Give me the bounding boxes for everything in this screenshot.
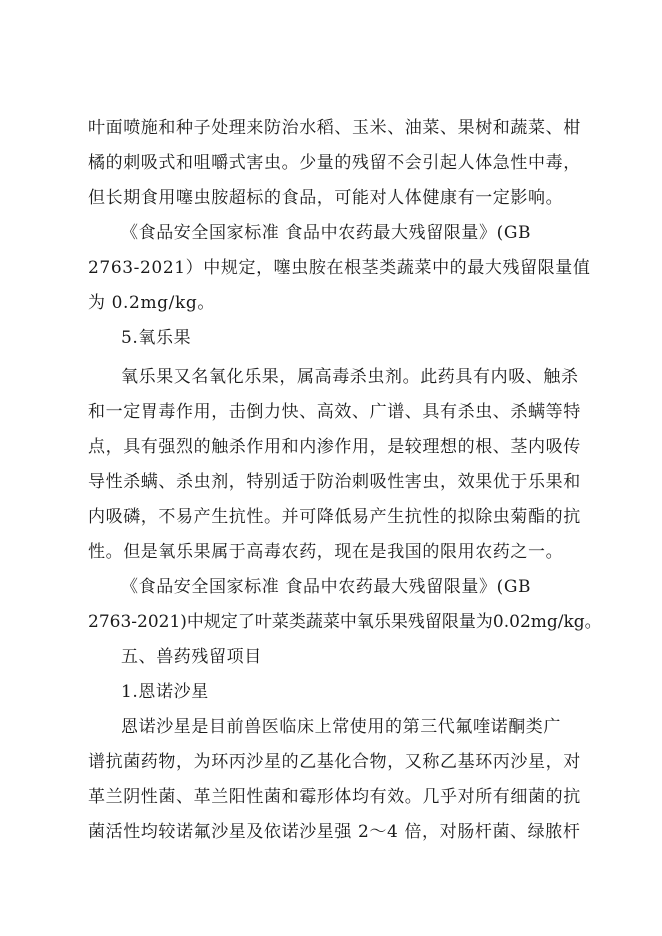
paragraph-line: 2763-2021)中规定了叶菜类蔬菜中氧乐果残留限量为0.02mg/kg。 <box>88 612 602 632</box>
section-heading: 五、兽药残留项目 <box>121 647 262 667</box>
paragraph-line: 导性杀螨、杀虫剂，特别适于防治刺吸性害虫，效果优于乐果和 <box>88 472 581 492</box>
paragraph-line: 内吸磷，不易产生抗性。并可降低易产生抗性的拟除虫菊酯的抗 <box>88 507 581 527</box>
section-heading: 5.氧乐果 <box>121 328 192 348</box>
paragraph-line: 性。但是氧乐果属于高毒农药，现在是我国的限用农药之一。 <box>88 542 564 562</box>
section-heading: 1.恩诺沙星 <box>121 682 209 702</box>
paragraph-line: 《食品安全国家标准 食品中农药最大残留限量》(GB <box>121 577 532 597</box>
paragraph-line: 橘的刺吸式和咀嚼式害虫。少量的残留不会引起人体急性中毒， <box>88 153 581 173</box>
paragraph-line: 为 0.2mg/kg。 <box>88 293 215 313</box>
paragraph-line: 氧乐果又名氧化乐果，属高毒杀虫剂。此药具有内吸、触杀 <box>121 367 579 387</box>
paragraph-line: 2763-2021）中规定，噻虫胺在根茎类蔬菜中的最大残留限量值 <box>88 258 591 278</box>
paragraph-line: 叶面喷施和种子处理来防治水稻、玉米、油菜、果树和蔬菜、柑 <box>88 118 581 138</box>
paragraph-line: 恩诺沙星是目前兽医临床上常使用的第三代氟喹诺酮类广 <box>121 717 561 737</box>
paragraph-line: 《食品安全国家标准 食品中农药最大残留限量》(GB <box>121 223 532 243</box>
paragraph-line: 点，具有强烈的触杀作用和内渗作用，是较理想的根、茎内吸传 <box>88 437 581 457</box>
paragraph-line: 和一定胃毒作用，击倒力快、高效、广谱、具有杀虫、杀螨等特 <box>88 402 581 422</box>
paragraph-line: 但长期食用噻虫胺超标的食品，可能对人体健康有一定影响。 <box>88 188 564 208</box>
paragraph-line: 菌活性均较诺氟沙星及依诺沙星强 2～4 倍，对肠杆菌、绿脓杆 <box>88 822 581 842</box>
paragraph-line: 谱抗菌药物，为环丙沙星的乙基化合物，又称乙基环丙沙星，对 <box>88 752 581 772</box>
paragraph-line: 革兰阴性菌、革兰阳性菌和霉形体均有效。几乎对所有细菌的抗 <box>88 787 581 807</box>
